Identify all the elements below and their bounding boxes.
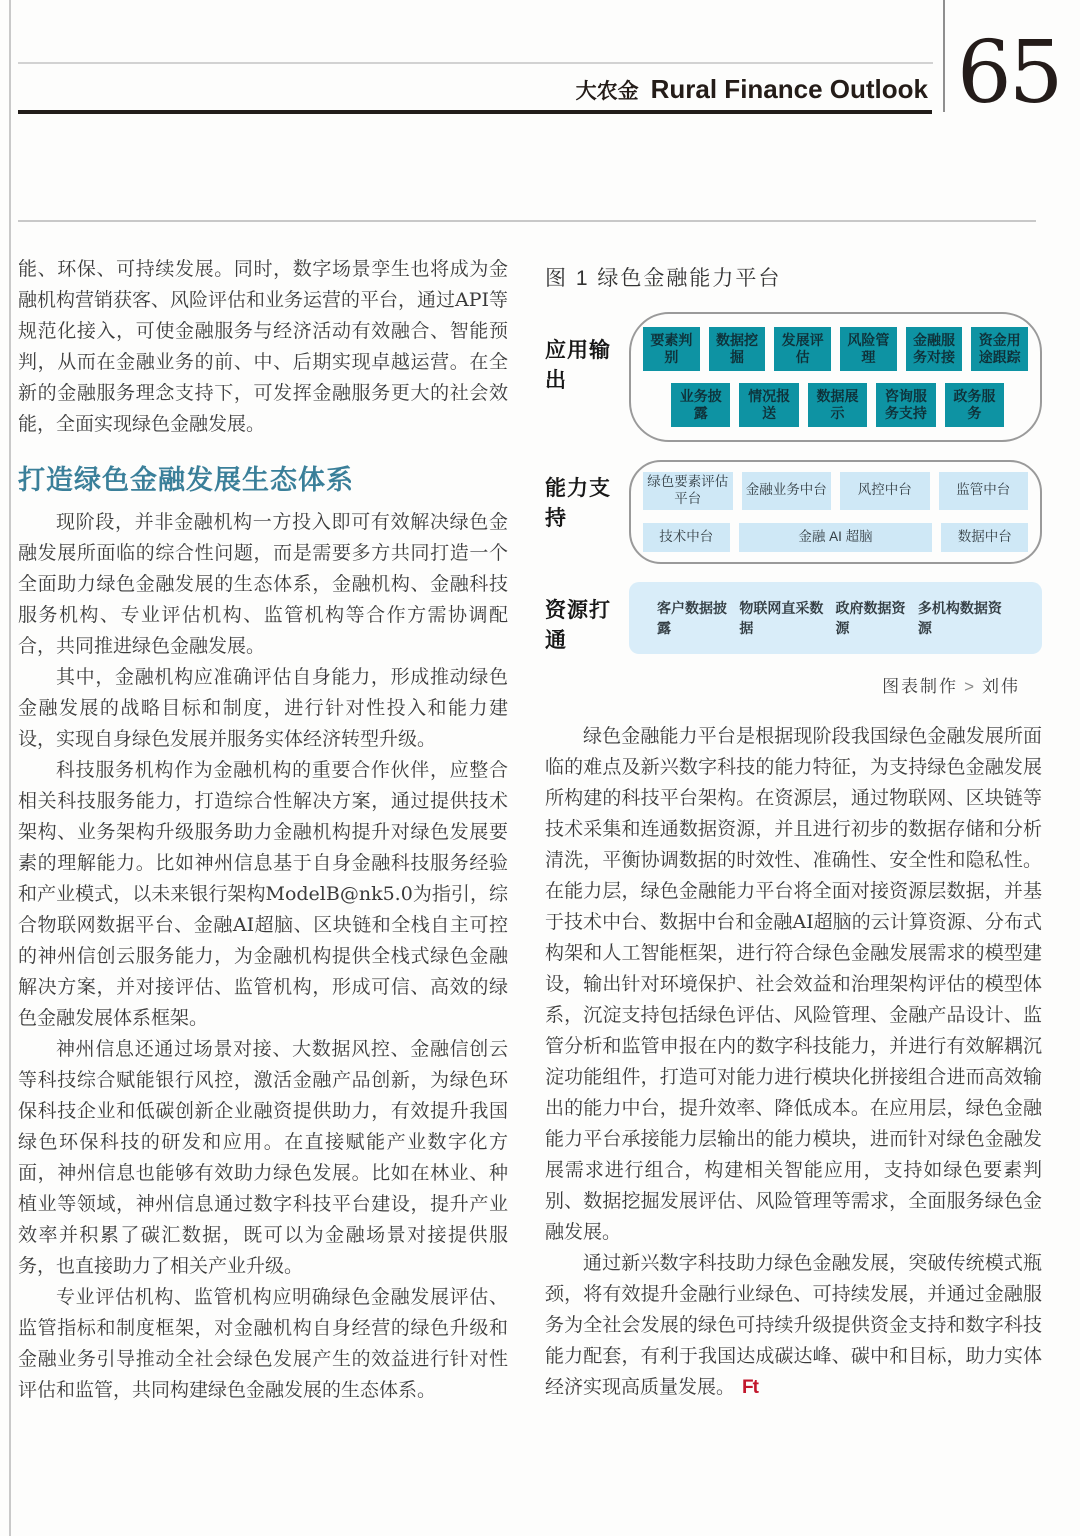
journal-brand-cn: 大农金 (575, 80, 639, 103)
figure-credit-label: 图表制作 (882, 676, 959, 696)
figure-box: 业务披露 (671, 383, 730, 427)
figure-box: 数据挖掘 (709, 327, 766, 371)
figure-layer-app (545, 312, 1042, 442)
figure-layer-resource (545, 582, 1042, 654)
figure-box: 风险管理 (840, 327, 897, 371)
strip-item: 物联网直采数据 (739, 599, 824, 636)
figure-box: 情况报送 (739, 383, 798, 427)
paragraph: 现阶段，并非金融机构一方投入即可有效解决绿色金融发展所面临的综合性问题，而是需要多方共同打造一个全面助力绿色金融发展的生态体系，金融机构、金融科技服务机构、专业评估机构、监管机构等合作方需协调配合，共同推进绿色金融发展。 (18, 511, 508, 657)
section-heading: 打造绿色金融发展生态体系 (18, 465, 354, 495)
figure-box: 金融 AI 超脑 (739, 523, 933, 552)
figure-layer-capability (545, 460, 1042, 564)
left-column (18, 254, 508, 1406)
figure-layer-label: 应用输出 (545, 339, 611, 392)
page-number: 65 (957, 23, 1061, 123)
figure-credit-separator: > (964, 676, 976, 696)
right-paragraphs (545, 721, 1042, 1403)
figure-green-finance-platform (545, 262, 1042, 697)
figure-layer-content (629, 460, 1042, 564)
paragraph: 科技服务机构作为金融机构的重要合作伙伴，应整合相关科技服务能力，打造综合性解决方案，通过提供技术架构、业务架构升级服务助力金融机构提升对绿色发展要素的理解能力。比如神州信息基于自身金融科技服务经验和产业模式，以未来银行架构ModelB@nk5.0为指引，综合物联网数据平台、金融AI超脑、区块链和全栈自主可控的神州信创云服务能力，为金融机构提供全栈式绿色金融解决方案，并对接评估、监管机构，形成可信、高效的绿色金融发展体系框架。 (18, 759, 508, 1029)
paragraph: 专业评估机构、监管机构应明确绿色金融发展评估、监管指标和制度框架，对金融机构自身经营的绿色升级和金融业务引导推动全社会绿色发展产生的效益进行针对性评估和监管，共同构建绿色金融发展的生态体系。 (18, 1286, 508, 1401)
figure-box: 金融服务对接 (906, 327, 963, 371)
header-rule-dark (18, 110, 932, 114)
figure-layer-label: 能力支持 (545, 477, 611, 530)
figure-resource-strip (629, 582, 1042, 654)
header-rule-top (18, 62, 933, 64)
header-vertical-divider (943, 0, 945, 112)
figure-row (643, 523, 1028, 552)
right-column (545, 254, 1042, 1403)
journal-brand (576, 74, 928, 105)
figure-box: 绿色要素评估平台 (643, 472, 733, 510)
journal-brand-en: Rural Finance Outlook (650, 74, 928, 104)
strip-item: 客户数据披露 (657, 599, 727, 636)
strip-item: 多机构数据资源 (917, 599, 1002, 636)
figure-box: 发展评估 (774, 327, 831, 371)
paragraph: 通过新兴数字科技助力绿色金融发展，突破传统模式瓶颈，将有效提升金融行业绿色、可持续发展，并通过金融服务为全社会发展的绿色可持续升级提供资金支持和数字科技能力配套，有利于我国达成碳达峰、碳中和目标，助力实体经济实现高质量发展。 Ft (545, 1251, 1042, 1398)
page-edge-rule (9, 0, 11, 1536)
figure-box: 金融业务中台 (742, 472, 832, 510)
figure-box: 数据展示 (808, 383, 867, 427)
lead-paragraph: 能、环保、可持续发展。同时，数字场景孪生也将成为金融机构营销获客、风险评估和业务运营的平台，通过API等规范化接入，可使金融服务与经济活动有效融合、智能预判，从而在金融业务的前、中、后期实现卓越运营。在全新的金融服务理念支持下，可发挥金融服务更大的社会效能，全面实现绿色金融发展。 (18, 258, 509, 435)
figure-box: 风控中台 (840, 472, 930, 510)
figure-box: 政务服务 (945, 383, 1004, 427)
figure-credit-name: 刘伟 (982, 676, 1020, 696)
figure-layers (545, 312, 1042, 654)
figure-row (643, 327, 1028, 371)
figure-box: 咨询服务支持 (876, 383, 935, 427)
figure-title: 图 1 绿色金融能力平台 (545, 267, 782, 290)
paragraph: 绿色金融能力平台是根据现阶段我国绿色金融发展所面临的难点及新兴数字科技的能力特征，为支持绿色金融发展所构建的科技平台架构。在资源层，通过物联网、区块链等技术采集和连通数据资源，并且进行初步的数据存储和分析清洗，平衡协调数据的时效性、准确性、安全性和隐私性。在能力层，绿色金融能力平台将全面对接资源层数据，并基于技术中台、数据中台和金融AI超脑的云计算资源、分布式构架和人工智能框架，进行符合绿色金融发展需求的模型建设，输出针对环境保护、社会效益和治理架构评估的模型体系，沉淀支持包括绿色评估、风险管理、金融产品设计、监管分析和监管申报在内的数字科技能力，并进行有效解耦沉淀功能组件，打造可对能力进行模块化拼接组合进而高效输出的能力中台，提升效率、降低成本。在应用层，绿色金融能力平台承接能力层输出的能力模块，进而针对绿色金融发展需求进行组合，构建相关智能应用，支持如绿色要素判别、数据挖掘发展评估、风险管理等需求，全面服务绿色金融发展。 (545, 724, 1042, 1243)
figure-row (671, 383, 1004, 427)
strip-item: 政府数据资源 (835, 599, 906, 636)
figure-box: 监管中台 (939, 472, 1029, 510)
paragraph: 神州信息还通过场景对接、大数据风控、金融信创云等科技综合赋能银行风控，激活金融产品创新，为绿色环保科技企业和低碳创新企业融资提供助力，有效提升我国绿色环保科技的研发和应用。在直接赋能产业数字化方面，神州信息也能够有效助力绿色发展。比如在林业、种植业等领域，神州信息通过数字科技平台建设，提升产业效率并积累了碳汇数据，既可以为金融场景对接提供服务，也直接助力了相关产业升级。 (18, 1038, 508, 1277)
figure-layer-content (629, 312, 1042, 442)
figure-box: 数据中台 (941, 523, 1028, 552)
paragraph: 其中，金融机构应准确评估自身能力，形成推动绿色金融发展的战略目标和制度，进行针对性投入和能力建设，实现自身绿色发展并服务实体经济转型升级。 (18, 666, 508, 750)
figure-credit (545, 672, 1020, 697)
figure-box: 要素判别 (643, 327, 700, 371)
article-end-mark: Ft (742, 1376, 758, 1398)
left-paragraphs (18, 507, 508, 1406)
figure-box: 技术中台 (643, 523, 730, 552)
header-rule-bottom (18, 220, 1036, 222)
figure-layer-label: 资源打通 (545, 598, 611, 652)
figure-row (643, 472, 1028, 510)
figure-box: 资金用途跟踪 (971, 327, 1028, 371)
